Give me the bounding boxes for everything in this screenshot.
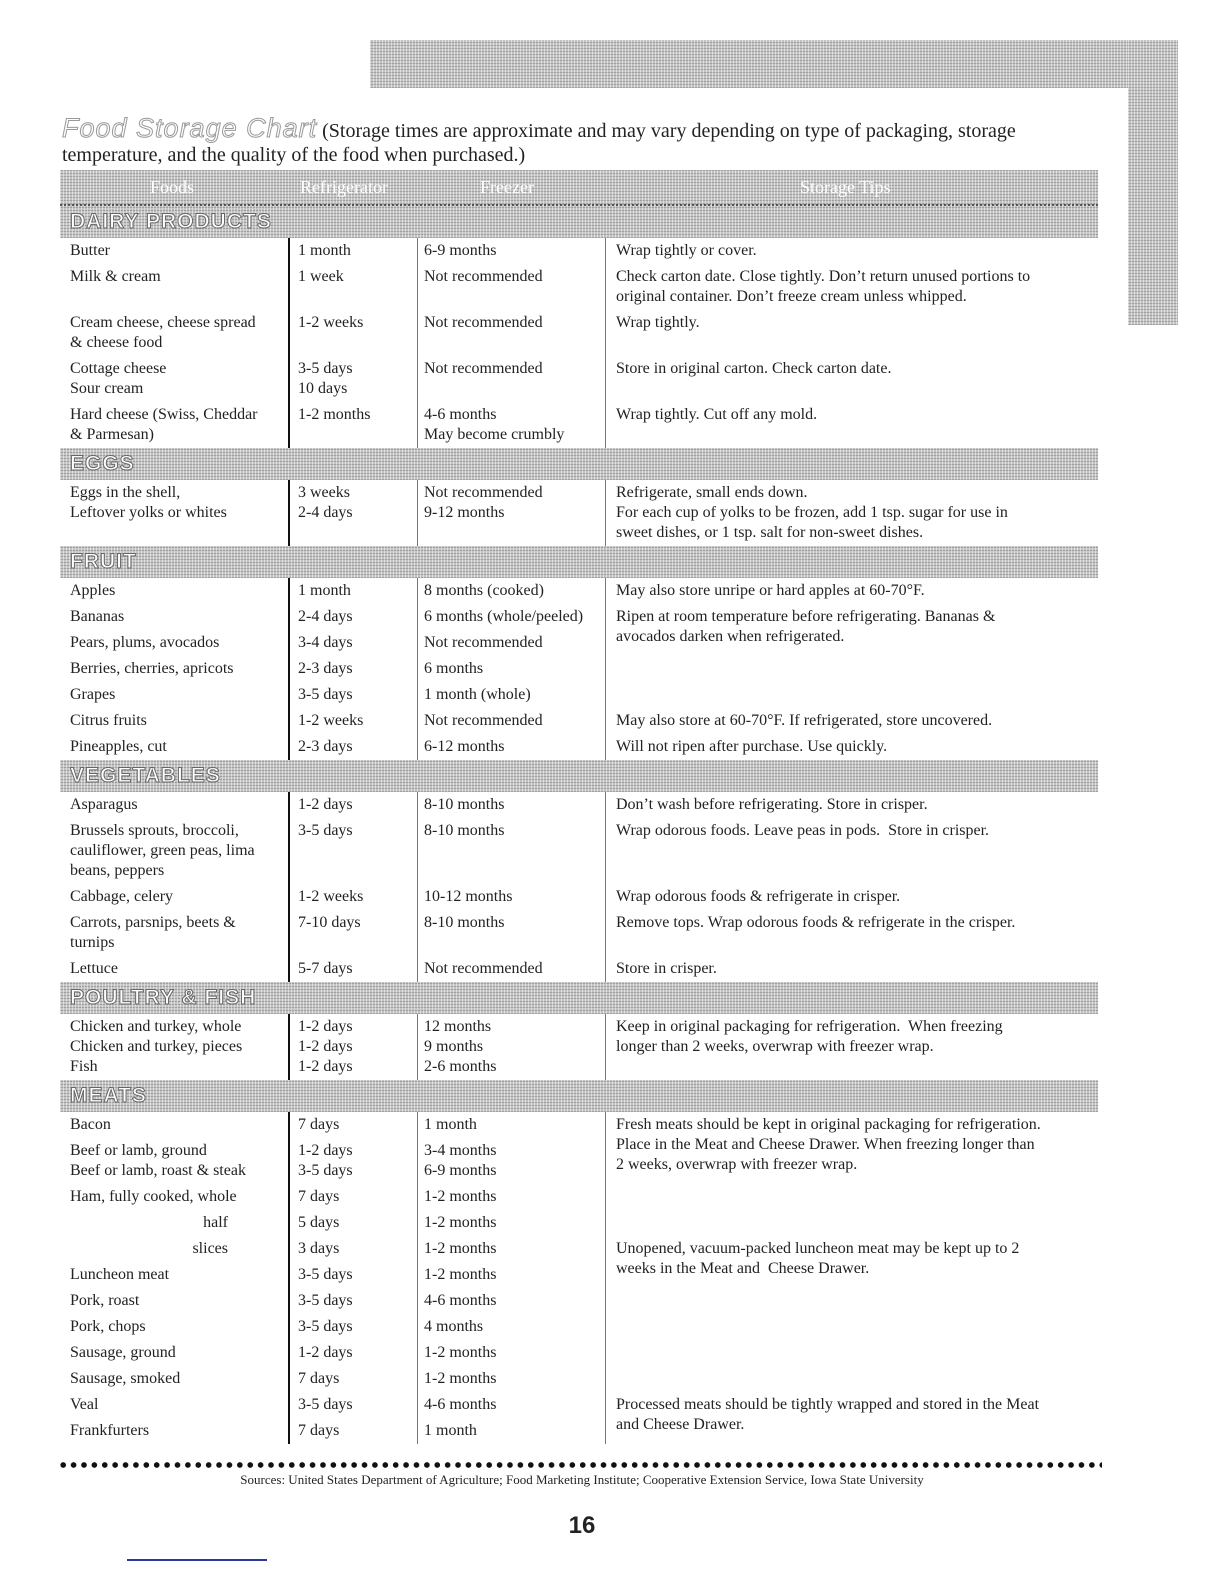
freezer-cell: [418, 792, 606, 818]
food-cell: [60, 1112, 290, 1138]
food-cell: [60, 604, 290, 630]
food-cell-text: Veal: [70, 1396, 99, 1413]
food-cell-text: Pineapples, cut: [70, 738, 167, 755]
refrigerator-cell: [290, 480, 418, 546]
refrigerator-cell-text: 1-2 days 3-5 days: [298, 1142, 353, 1179]
refrigerator-cell-text: 3-5 days: [298, 1292, 353, 1309]
refrigerator-cell: [290, 1288, 418, 1314]
refrigerator-cell: [290, 792, 418, 818]
tips-cell: [606, 818, 1098, 884]
freezer-cell-text: Not recommended: [424, 314, 543, 331]
food-cell: [60, 356, 290, 402]
food-cell: [60, 402, 290, 448]
refrigerator-cell-text: 5-7 days: [298, 960, 353, 977]
freezer-cell: [418, 1210, 606, 1236]
food-cell-text: Apples: [70, 582, 116, 599]
freezer-cell: [418, 1288, 606, 1314]
freezer-cell: [418, 1112, 606, 1138]
freezer-cell-text: Not recommended: [424, 634, 543, 651]
title-block: [62, 113, 1102, 167]
tips-cell: [606, 630, 1098, 656]
freezer-cell-text: 6 months: [424, 660, 484, 677]
section-band: [60, 982, 1098, 1014]
refrigerator-cell-text: 1 month: [298, 582, 351, 599]
column-header-foods: Foods: [150, 176, 195, 197]
column-header-refrigerator: Refrigerator: [300, 176, 388, 197]
food-cell: [60, 264, 290, 310]
food-cell: [60, 1138, 290, 1184]
table-row: [60, 1210, 1098, 1236]
freezer-cell: [418, 238, 606, 264]
food-cell-text: Sausage, smoked: [70, 1370, 181, 1387]
food-cell-text: Brussels sprouts, broccoli, cauliflower, green peas, lima beans, peppers: [70, 822, 255, 879]
food-cell: [60, 480, 290, 546]
table-row: [60, 1314, 1098, 1340]
refrigerator-cell-text: 3-4 days: [298, 634, 353, 651]
freezer-cell: [418, 956, 606, 982]
refrigerator-cell-text: 7 days: [298, 1188, 340, 1205]
refrigerator-cell-text: 1-2 weeks: [298, 314, 364, 331]
refrigerator-cell: [290, 604, 418, 630]
refrigerator-cell-text: 1 week: [298, 268, 344, 285]
refrigerator-cell: [290, 1262, 418, 1288]
freezer-cell-text: 1 month: [424, 1422, 477, 1439]
food-cell: [60, 1340, 290, 1366]
tips-cell: [606, 682, 1098, 708]
freezer-cell: [418, 1366, 606, 1392]
section-band: [60, 1080, 1098, 1112]
tips-cell-text: Remove tops. Wrap odorous foods & refrigerate in the crisper.: [616, 914, 1016, 931]
freezer-cell-text: 6 months (whole/peeled): [424, 608, 584, 625]
food-cell: [60, 1262, 290, 1288]
refrigerator-cell-text: 1-2 days: [298, 1344, 353, 1361]
sources-note: Sources: United States Department of Agriculture; Food Marketing Institute; Cooperative Extension Service, Iowa State University: [240, 1472, 924, 1487]
refrigerator-cell-text: 7 days: [298, 1370, 340, 1387]
table-row: [60, 884, 1098, 910]
refrigerator-cell: [290, 682, 418, 708]
freezer-cell: [418, 1418, 606, 1444]
tips-cell: [606, 1392, 1098, 1433]
refrigerator-cell: [290, 1138, 418, 1184]
column-header-storage-tips: Storage Tips: [800, 176, 891, 197]
freezer-cell-text: 12 months 9 months 2-6 months: [424, 1018, 497, 1075]
tips-cell-text: Unopened, vacuum-packed luncheon meat may be kept up to 2 weeks in the Meat and Cheese Drawer.: [616, 1240, 1020, 1277]
refrigerator-cell: [290, 310, 418, 356]
freezer-cell: [418, 734, 606, 760]
refrigerator-cell: [290, 578, 418, 604]
tips-cell: [606, 1366, 1098, 1392]
food-cell: [60, 1366, 290, 1392]
table-row: [60, 956, 1098, 982]
food-cell: [60, 884, 290, 910]
refrigerator-cell: [290, 1340, 418, 1366]
food-cell: [60, 734, 290, 760]
chart-subtitle: (Storage times are approximate and may vary depending on type of packaging, storage temperature, and the quality of the food when purchased.): [62, 120, 1016, 166]
refrigerator-cell: [290, 708, 418, 734]
tips-cell: [606, 578, 1098, 604]
refrigerator-cell-text: 3-5 days: [298, 1266, 353, 1283]
table-row: [60, 734, 1098, 760]
freezer-cell-text: 8 months (cooked): [424, 582, 544, 599]
freezer-cell-text: 1-2 months: [424, 1240, 497, 1257]
refrigerator-cell: [290, 1014, 418, 1080]
food-cell-text: Berries, cherries, apricots: [70, 660, 234, 677]
food-cell-text: slices: [192, 1240, 228, 1257]
tips-cell-text: May also store unripe or hard apples at 60-70°F.: [616, 582, 925, 599]
tips-cell: [606, 1236, 1098, 1277]
tips-cell: [606, 1210, 1098, 1236]
section-band: [60, 448, 1098, 480]
tips-cell-text: Processed meats should be tightly wrapped and stored in the Meat and Cheese Drawer.: [616, 1396, 1040, 1433]
freezer-cell-text: 8-10 months: [424, 796, 505, 813]
tips-cell: [606, 1112, 1098, 1173]
refrigerator-cell-text: 2-3 days: [298, 660, 353, 677]
food-cell-text: Milk & cream: [70, 268, 161, 285]
sections: [60, 206, 1098, 1444]
table-row: [60, 1138, 1098, 1184]
refrigerator-cell: [290, 1418, 418, 1444]
food-cell-text: Beef or lamb, ground Beef or lamb, roast & steak: [70, 1142, 246, 1179]
tips-cell: [606, 480, 1098, 546]
food-cell-text: Hard cheese (Swiss, Cheddar & Parmesan): [70, 406, 258, 443]
freezer-cell-text: Not recommended 9-12 months: [424, 484, 543, 521]
freezer-cell: [418, 1340, 606, 1366]
freezer-cell: [418, 1262, 606, 1288]
food-cell: [60, 310, 290, 356]
freezer-cell: [418, 1184, 606, 1210]
tips-cell-text: Don’t wash before refrigerating. Store in crisper.: [616, 796, 928, 813]
table-row: [60, 910, 1098, 956]
food-cell-text: Cream cheese, cheese spread & cheese food: [70, 314, 256, 351]
tips-cell-text: Wrap odorous foods & refrigerate in crisper.: [616, 888, 901, 905]
freezer-cell-text: 1-2 months: [424, 1188, 497, 1205]
food-cell: [60, 910, 290, 956]
food-cell-text: Eggs in the shell, Leftover yolks or whites: [70, 484, 227, 521]
tips-cell: [606, 310, 1098, 356]
food-cell-text: Luncheon meat: [70, 1266, 170, 1283]
food-cell: [60, 578, 290, 604]
refrigerator-cell-text: 7 days: [298, 1422, 340, 1439]
table-row: [60, 1288, 1098, 1314]
refrigerator-cell-text: 1-2 months: [298, 406, 371, 423]
freezer-cell-text: Not recommended: [424, 360, 543, 377]
tips-cell-text: Store in original carton. Check carton date.: [616, 360, 892, 377]
freezer-cell-text: 1-2 months: [424, 1344, 497, 1361]
decorative-line: [127, 1559, 267, 1561]
freezer-cell: [418, 402, 606, 448]
table-row: [60, 682, 1098, 708]
refrigerator-cell: [290, 238, 418, 264]
tips-cell: [606, 956, 1098, 982]
freezer-cell: [418, 1014, 606, 1080]
refrigerator-cell-text: 3-5 days 10 days: [298, 360, 353, 397]
refrigerator-cell-text: 1-2 weeks: [298, 888, 364, 905]
tips-cell: [606, 1138, 1098, 1184]
food-cell-text: Pork, roast: [70, 1292, 140, 1309]
freezer-cell-text: 4 months: [424, 1318, 484, 1335]
section-title: POULTRY & FISH: [70, 986, 257, 1009]
food-cell-text: Cabbage, celery: [70, 888, 174, 905]
freezer-cell: [418, 310, 606, 356]
tips-cell: [606, 656, 1098, 682]
tips-cell: [606, 1314, 1098, 1340]
refrigerator-cell: [290, 1236, 418, 1262]
freezer-cell-text: 10-12 months: [424, 888, 513, 905]
tips-cell-text: Will not ripen after purchase. Use quickly.: [616, 738, 888, 755]
freezer-cell-text: 1 month (whole): [424, 686, 531, 703]
table-row: [60, 708, 1098, 734]
tips-cell: [606, 1340, 1098, 1366]
tips-cell-text: Wrap tightly or cover.: [616, 242, 757, 259]
food-cell: [60, 708, 290, 734]
food-cell: [60, 1236, 290, 1262]
refrigerator-cell-text: 1-2 days 1-2 days 1-2 days: [298, 1018, 353, 1075]
refrigerator-cell-text: 1 month: [298, 242, 351, 259]
refrigerator-cell-text: 1-2 weeks: [298, 712, 364, 729]
decorative-pattern-side: [1128, 40, 1178, 325]
tips-cell: [606, 604, 1098, 645]
table-row: [60, 264, 1098, 310]
food-cell-text: Bacon: [70, 1116, 111, 1133]
freezer-cell: [418, 604, 606, 630]
table-row: [60, 1418, 1098, 1444]
table-row: [60, 656, 1098, 682]
freezer-cell: [418, 356, 606, 402]
food-cell-text: Sausage, ground: [70, 1344, 176, 1361]
tips-cell-text: Wrap tightly. Cut off any mold.: [616, 406, 818, 423]
freezer-cell: [418, 480, 606, 546]
freezer-cell-text: Not recommended: [424, 960, 543, 977]
freezer-cell-text: 4-6 months: [424, 1396, 497, 1413]
table-row: [60, 630, 1098, 656]
freezer-cell-text: Not recommended: [424, 712, 543, 729]
tips-cell-text: Ripen at room temperature before refrigerating. Bananas & avocados darken when refrigerated.: [616, 608, 996, 645]
food-cell-text: Bananas: [70, 608, 125, 625]
freezer-cell-text: 1-2 months: [424, 1370, 497, 1387]
tips-cell-text: May also store at 60-70°F. If refrigerated, store uncovered.: [616, 712, 993, 729]
freezer-cell-text: 3-4 months 6-9 months: [424, 1142, 497, 1179]
section-title: MEATS: [70, 1084, 147, 1107]
refrigerator-cell-text: 7-10 days: [298, 914, 361, 931]
tips-cell: [606, 1418, 1098, 1444]
chart-title: Food Storage Chart: [62, 113, 318, 143]
food-cell: [60, 238, 290, 264]
section-title: VEGETABLES: [70, 764, 221, 787]
food-cell-text: Ham, fully cooked, whole: [70, 1188, 237, 1205]
table-row: [60, 578, 1098, 604]
refrigerator-cell-text: 3-5 days: [298, 1396, 353, 1413]
refrigerator-cell: [290, 656, 418, 682]
refrigerator-cell: [290, 1112, 418, 1138]
section-title: DAIRY PRODUCTS: [70, 210, 272, 233]
freezer-cell-text: 1 month: [424, 1116, 477, 1133]
refrigerator-cell-text: 1-2 days: [298, 796, 353, 813]
food-cell: [60, 630, 290, 656]
section-band: [60, 206, 1098, 238]
refrigerator-cell: [290, 402, 418, 448]
food-cell: [60, 1418, 290, 1444]
freezer-cell: [418, 1236, 606, 1262]
food-cell: [60, 956, 290, 982]
refrigerator-cell: [290, 956, 418, 982]
section-title: EGGS: [70, 452, 135, 475]
table-row: [60, 356, 1098, 402]
refrigerator-cell-text: 3-5 days: [298, 822, 353, 839]
freezer-cell: [418, 708, 606, 734]
tips-cell: [606, 884, 1098, 910]
tips-cell: [606, 238, 1098, 264]
refrigerator-cell: [290, 1392, 418, 1418]
refrigerator-cell-text: 3-5 days: [298, 1318, 353, 1335]
freezer-cell: [418, 1314, 606, 1340]
refrigerator-cell: [290, 734, 418, 760]
food-cell-text: Citrus fruits: [70, 712, 147, 729]
freezer-cell: [418, 630, 606, 656]
table-row: [60, 402, 1098, 448]
refrigerator-cell: [290, 910, 418, 956]
table-row: [60, 818, 1098, 884]
food-cell-text: Cottage cheese Sour cream: [70, 360, 167, 397]
tips-cell-text: Fresh meats should be kept in original packaging for refrigeration. Place in the Meat and Cheese Drawer. When freezing longer than 2 weeks, overwrap with freezer wrap.: [616, 1116, 1041, 1173]
tips-cell: [606, 1288, 1098, 1314]
tips-cell: [606, 264, 1098, 310]
tips-cell: [606, 402, 1098, 448]
tips-cell-text: Store in crisper.: [616, 960, 717, 977]
freezer-cell-text: 6-12 months: [424, 738, 505, 755]
refrigerator-cell: [290, 818, 418, 884]
refrigerator-cell-text: 3-5 days: [298, 686, 353, 703]
freezer-cell: [418, 682, 606, 708]
table-row: [60, 238, 1098, 264]
column-header-freezer: Freezer: [480, 176, 534, 197]
section-band: [60, 760, 1098, 792]
table-row: [60, 1014, 1098, 1080]
food-cell-text: Carrots, parsnips, beets & turnips: [70, 914, 236, 951]
tips-cell-text: Keep in original packaging for refrigeration. When freezing longer than 2 weeks, overwrap with freezer wrap.: [616, 1018, 1003, 1055]
dotted-divider: [58, 1460, 1102, 1470]
food-cell: [60, 1184, 290, 1210]
refrigerator-cell: [290, 1314, 418, 1340]
tips-cell: [606, 356, 1098, 402]
page-number: 16: [568, 1512, 596, 1539]
tips-cell: [606, 734, 1098, 760]
freezer-cell-text: Not recommended: [424, 268, 543, 285]
refrigerator-cell: [290, 1184, 418, 1210]
refrigerator-cell: [290, 630, 418, 656]
refrigerator-cell-text: 7 days: [298, 1116, 340, 1133]
food-cell: [60, 1288, 290, 1314]
food-cell: [60, 818, 290, 884]
table-row: [60, 1262, 1098, 1288]
freezer-cell-text: 1-2 months: [424, 1266, 497, 1283]
food-cell-text: Frankfurters: [70, 1422, 150, 1439]
refrigerator-cell-text: 2-4 days: [298, 608, 353, 625]
section-title: FRUIT: [70, 550, 137, 573]
food-cell-text: Grapes: [70, 686, 116, 703]
food-cell-text: Butter: [70, 242, 110, 259]
tips-cell: [606, 792, 1098, 818]
table-header-row: [60, 170, 1098, 206]
freezer-cell-text: 8-10 months: [424, 822, 505, 839]
refrigerator-cell: [290, 1210, 418, 1236]
refrigerator-cell-text: 3 days: [298, 1240, 340, 1257]
refrigerator-cell: [290, 884, 418, 910]
food-cell-text: Pork, chops: [70, 1318, 146, 1335]
food-cell: [60, 682, 290, 708]
food-cell: [60, 1210, 290, 1236]
freezer-cell-text: 8-10 months: [424, 914, 505, 931]
table-row: [60, 310, 1098, 356]
food-cell: [60, 1392, 290, 1418]
freezer-cell-text: 1-2 months: [424, 1214, 497, 1231]
tips-cell-text: Wrap odorous foods. Leave peas in pods. Store in crisper.: [616, 822, 990, 839]
refrigerator-cell: [290, 1366, 418, 1392]
freezer-cell: [418, 884, 606, 910]
freezer-cell: [418, 910, 606, 956]
table-row: [60, 480, 1098, 546]
food-cell-text: Asparagus: [70, 796, 138, 813]
tips-cell-text: Wrap tightly.: [616, 314, 700, 331]
tips-cell-text: Check carton date. Close tightly. Don’t return unused portions to original container. Don’t freeze cream unless whipped.: [616, 268, 1031, 305]
freezer-cell: [418, 656, 606, 682]
tips-cell: [606, 1184, 1098, 1210]
freezer-cell-text: 4-6 months May become crumbly: [424, 406, 565, 443]
food-cell-text: half: [203, 1214, 228, 1231]
table-row: [60, 1366, 1098, 1392]
freezer-cell-text: 6-9 months: [424, 242, 497, 259]
food-cell-text: Lettuce: [70, 960, 118, 977]
food-cell: [60, 1314, 290, 1340]
food-cell: [60, 1014, 290, 1080]
food-cell-text: Chicken and turkey, whole Chicken and turkey, pieces Fish: [70, 1018, 243, 1075]
section-band: [60, 546, 1098, 578]
refrigerator-cell-text: 5 days: [298, 1214, 340, 1231]
tips-cell: [606, 1014, 1098, 1080]
freezer-cell: [418, 1392, 606, 1418]
freezer-cell: [418, 264, 606, 310]
freezer-cell: [418, 578, 606, 604]
table-row: [60, 1184, 1098, 1210]
food-cell: [60, 792, 290, 818]
refrigerator-cell: [290, 264, 418, 310]
food-cell: [60, 656, 290, 682]
tips-cell-text: Refrigerate, small ends down. For each cup of yolks to be frozen, add 1 tsp. sugar for use in sweet dishes, or 1 tsp. salt for non-sweet dishes.: [616, 484, 1008, 541]
food-storage-table: [60, 170, 1098, 1444]
tips-cell: [606, 708, 1098, 734]
decorative-pattern-top: [370, 40, 1178, 88]
table-row: [60, 1340, 1098, 1366]
refrigerator-cell: [290, 356, 418, 402]
refrigerator-cell-text: 2-3 days: [298, 738, 353, 755]
freezer-cell: [418, 818, 606, 884]
tips-cell: [606, 910, 1098, 956]
refrigerator-cell-text: 3 weeks 2-4 days: [298, 484, 353, 521]
tips-cell: [606, 1262, 1098, 1288]
freezer-cell: [418, 1138, 606, 1184]
freezer-cell-text: 4-6 months: [424, 1292, 497, 1309]
food-cell-text: Pears, plums, avocados: [70, 634, 220, 651]
table-row: [60, 792, 1098, 818]
